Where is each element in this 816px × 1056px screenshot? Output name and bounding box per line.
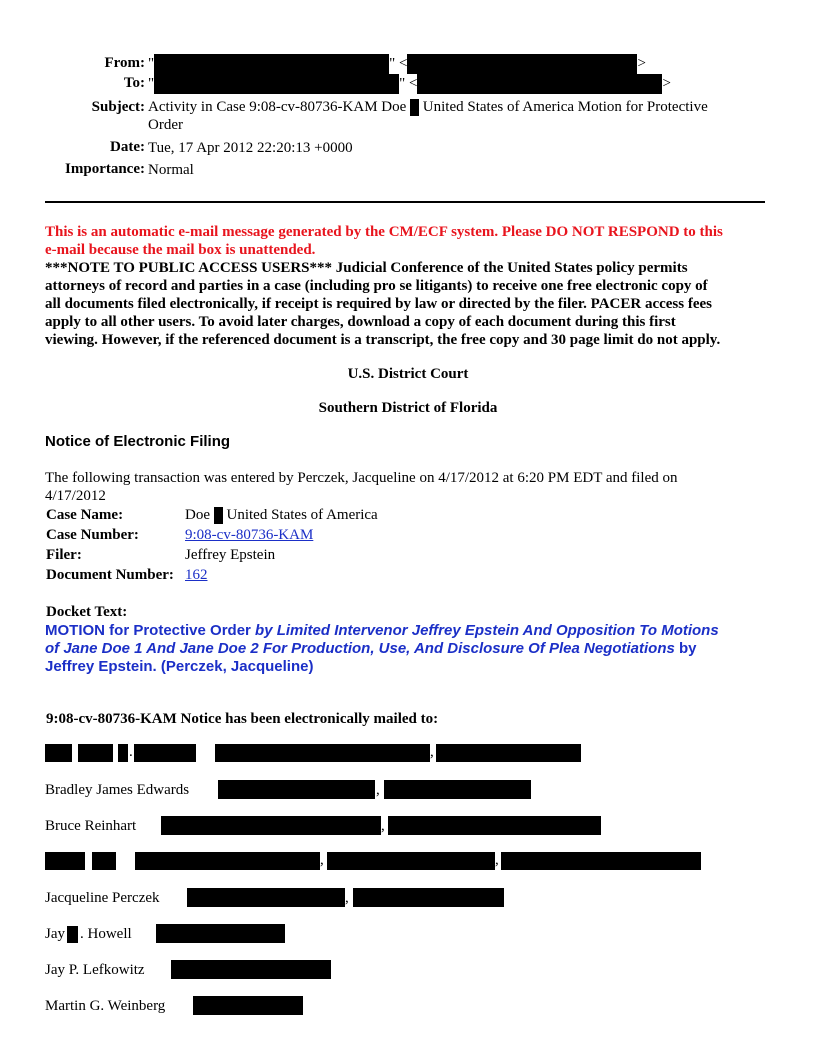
recipient-name: Jacqueline Perczek <box>45 890 160 906</box>
filer-label: Filer: <box>46 547 82 563</box>
case-name-value: Doe United States of America <box>185 507 378 523</box>
header-divider <box>45 201 765 203</box>
redaction-block <box>135 852 320 870</box>
redaction-block <box>193 996 303 1015</box>
recipient-name: Jay P. Lefkowitz <box>45 962 145 978</box>
recipients-heading: 9:08-cv-80736-KAM Notice has been electronically mailed to: <box>46 711 439 727</box>
subject-value: Activity in Case 9:08-cv-80736-KAM Doe United States of America Motion for Protective Order <box>148 99 708 134</box>
redaction-block <box>161 816 381 835</box>
redaction-block <box>118 744 128 762</box>
auto-email-warning: This is an automatic e-mail message generated by the CM/ECF system. Please DO NOT RESPOND to this e-mail because the mail box is unattended. <box>45 224 723 258</box>
redaction-block <box>154 54 389 74</box>
document-number-link[interactable]: 162 <box>185 567 208 583</box>
redaction-block <box>78 744 113 762</box>
transaction-text: The following transaction was entered by Perczek, Jacqueline on 4/17/2012 at 6:20 PM EDT and filed on 4/17/2012 <box>45 470 678 504</box>
notice-block <box>45 223 785 349</box>
to-value: " " < > <box>148 74 671 94</box>
redaction-block <box>156 924 285 943</box>
redaction-block <box>436 744 581 762</box>
redaction-block <box>417 74 662 94</box>
public-access-note: ***NOTE TO PUBLIC ACCESS USERS*** Judicial Conference of the United States policy permits attorneys of record and parties in a case (including pro se litigants) to receive one free electronic copy of all documents filed electronically, if receipt is required by law or directed by the filer. PACER access fees apply to all other users. To avoid later charges, download a copy of each document during this first viewing. However, if the referenced document is a transcript, the free copy and 30 page limit do not apply. <box>45 260 721 348</box>
recipient-name: Bradley James Edwards <box>45 782 190 798</box>
to-label: To: <box>123 75 145 91</box>
redaction-block <box>187 888 345 907</box>
recipient-name: Bruce Reinhart <box>45 818 137 834</box>
redaction-block <box>134 744 196 762</box>
date-value: Tue, 17 Apr 2012 22:20:13 +0000 <box>148 140 353 156</box>
recipient-name: Martin G. Weinberg <box>45 998 166 1014</box>
redaction-block <box>154 74 399 94</box>
recipient-row: , , <box>45 852 665 872</box>
redaction-block <box>327 852 495 870</box>
from-label: From: <box>104 55 145 71</box>
redaction-block <box>388 816 601 835</box>
recipient-row: . , <box>45 744 605 764</box>
date-label: Date: <box>110 139 145 155</box>
recipient-name: Jay . Howell <box>45 926 132 942</box>
court-name: U.S. District Court <box>347 366 469 382</box>
redaction-block <box>353 888 504 907</box>
redaction-block <box>407 54 637 74</box>
case-name-label: Case Name: <box>46 507 124 523</box>
case-number-label: Case Number: <box>46 527 139 543</box>
docket-text: MOTION for Protective Order by Limited Intervenor Jeffrey Epstein And Opposition To Motions of Jane Doe 1 And Jane Doe 2 For Production, Use, And Disclosure Of Plea Negotiations by Jeffrey Epstein. (Perczek, Jacqueline) <box>45 622 719 675</box>
importance-label: Importance: <box>65 161 145 177</box>
filing-heading: Notice of Electronic Filing <box>45 433 231 450</box>
redaction-block <box>67 926 78 943</box>
redaction-block <box>92 852 116 870</box>
redaction-block <box>410 99 419 116</box>
docket-label: Docket Text: <box>46 604 128 620</box>
subject-label: Subject: <box>91 99 145 115</box>
importance-value: Normal <box>148 162 194 178</box>
filer-value: Jeffrey Epstein <box>185 547 276 563</box>
redaction-block <box>501 852 701 870</box>
redaction-block <box>218 780 375 799</box>
redaction-block <box>214 507 223 524</box>
court-district: Southern District of Florida <box>318 400 498 416</box>
document-number-label: Document Number: <box>46 567 174 583</box>
redaction-block <box>384 780 531 799</box>
redaction-block <box>45 744 72 762</box>
from-value: " " < > <box>148 54 646 74</box>
case-number-link[interactable]: 9:08-cv-80736-KAM <box>185 527 314 543</box>
redaction-block <box>215 744 430 762</box>
redaction-block <box>45 852 85 870</box>
redaction-block <box>171 960 331 979</box>
